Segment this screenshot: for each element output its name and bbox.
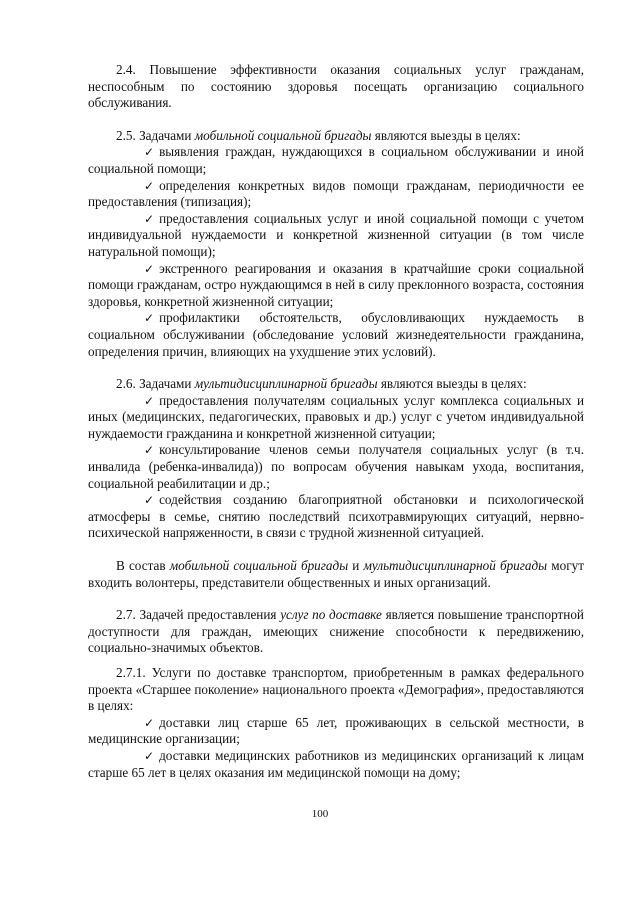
list-item: ✓ консультирование членов семьи получателя социальных услуг (в т.ч. инвалида (ребенка-инвалида)) по вопросам обучения навыкам ухода, воспитания, социальной реабилитации и др.; — [88, 442, 584, 491]
list-item: ✓ содействия созданию благоприятной обстановки и психологической атмосферы в семье, снятию последствий психотравмирующих ситуаций, нервно-психической напряженности, в связи с трудной жизненной ситуацией. — [88, 492, 584, 541]
list-item: ✓ доставки медицинских работников из медицинских организаций к лицам старше 65 лет в целях оказания им медицинской помощи на дому; — [88, 747, 584, 780]
paragraph-2-4: 2.4. Повышение эффективности оказания социальных услуг гражданам, неспособным по состоянию здоровья посещать организацию социального обслуживания. — [88, 62, 584, 111]
list-item: ✓ экстренного реагирования и оказания в кратчайшие сроки социальной помощи гражданам, остро нуждающимся в ней в силу преклонного возраста, состояния здоровья, конкретной жизненной ситуации; — [88, 260, 584, 309]
checkmark-icon: ✓ — [144, 748, 155, 763]
checkmark-icon: ✓ — [144, 493, 155, 508]
list-item: ✓ определения конкретных видов помощи гражданам, периодичности ее предоставления (типизация); — [88, 177, 584, 210]
list-item: ✓ доставки лиц старше 65 лет, проживающих в сельской местности, в медицинские организации; — [88, 714, 584, 747]
paragraph-2-7-1: 2.7.1. Услуги по доставке транспортом, приобретенным в рамках федерального проекта «Старшее поколение» национального проекта «Демография», предоставляются в целях: — [88, 665, 584, 714]
mobile-brigade-term: мобильной социальной бригады — [194, 127, 372, 143]
checkmark-icon: ✓ — [144, 261, 155, 276]
checkmark-icon: ✓ — [144, 715, 155, 730]
page-number: 100 — [311, 808, 329, 820]
paragraph-2-5-lead: 2.5. Задачами мобильной социальной бригады являются выезды в целях: — [116, 127, 521, 143]
checkmark-icon: ✓ — [144, 443, 155, 458]
checkmark-icon: ✓ — [144, 311, 155, 326]
list-item: ✓ предоставления получателям социальных услуг комплекса социальных и иных (медицинских, педагогических, правовых и др.) услуг с учетом индивидуальной нуждаемости гражданина и конкретной жизненной ситуации; — [88, 392, 584, 441]
paragraph-composition: В состав мобильной социальной бригады и мультидисциплинарной бригады могут входить волонтеры, представители общественных и иных организаций. — [88, 558, 584, 590]
checkmark-icon: ✓ — [144, 178, 155, 193]
list-item: ✓ профилактики обстоятельств, обусловливающих нуждаемость в социальном обслуживании (обследование условий жизнедеятельности гражданина, определения причин, влияющих на ухудшение этих условий). — [88, 310, 584, 359]
list-item: ✓ выявления граждан, нуждающихся в социальном обслуживании и иной социальной помощи; — [88, 144, 584, 176]
paragraph-2-7: 2.7. Задачей предоставления услуг по доставке является повышение транспортной доступности для граждан, имеющих снижение способности к передвижению, социально-значимых объектов. — [88, 607, 584, 656]
paragraph-2-6-lead: 2.6. Задачами мультидисциплинарной бригады являются выезды в целях: — [116, 376, 527, 392]
checkmark-icon: ✓ — [144, 145, 155, 160]
multidisciplinary-brigade-term: мультидисциплинарной бригады — [194, 376, 378, 392]
checkmark-icon: ✓ — [144, 211, 155, 226]
delivery-services-term: услуг по доставке — [280, 607, 382, 623]
list-item: ✓ предоставления социальных услуг и иной социальной помощи с учетом индивидуальной нуждаемости и конкретной жизненной ситуации (в том числе натуральной помощи); — [88, 210, 584, 259]
document-body — [88, 62, 584, 781]
checkmark-icon: ✓ — [144, 393, 155, 408]
